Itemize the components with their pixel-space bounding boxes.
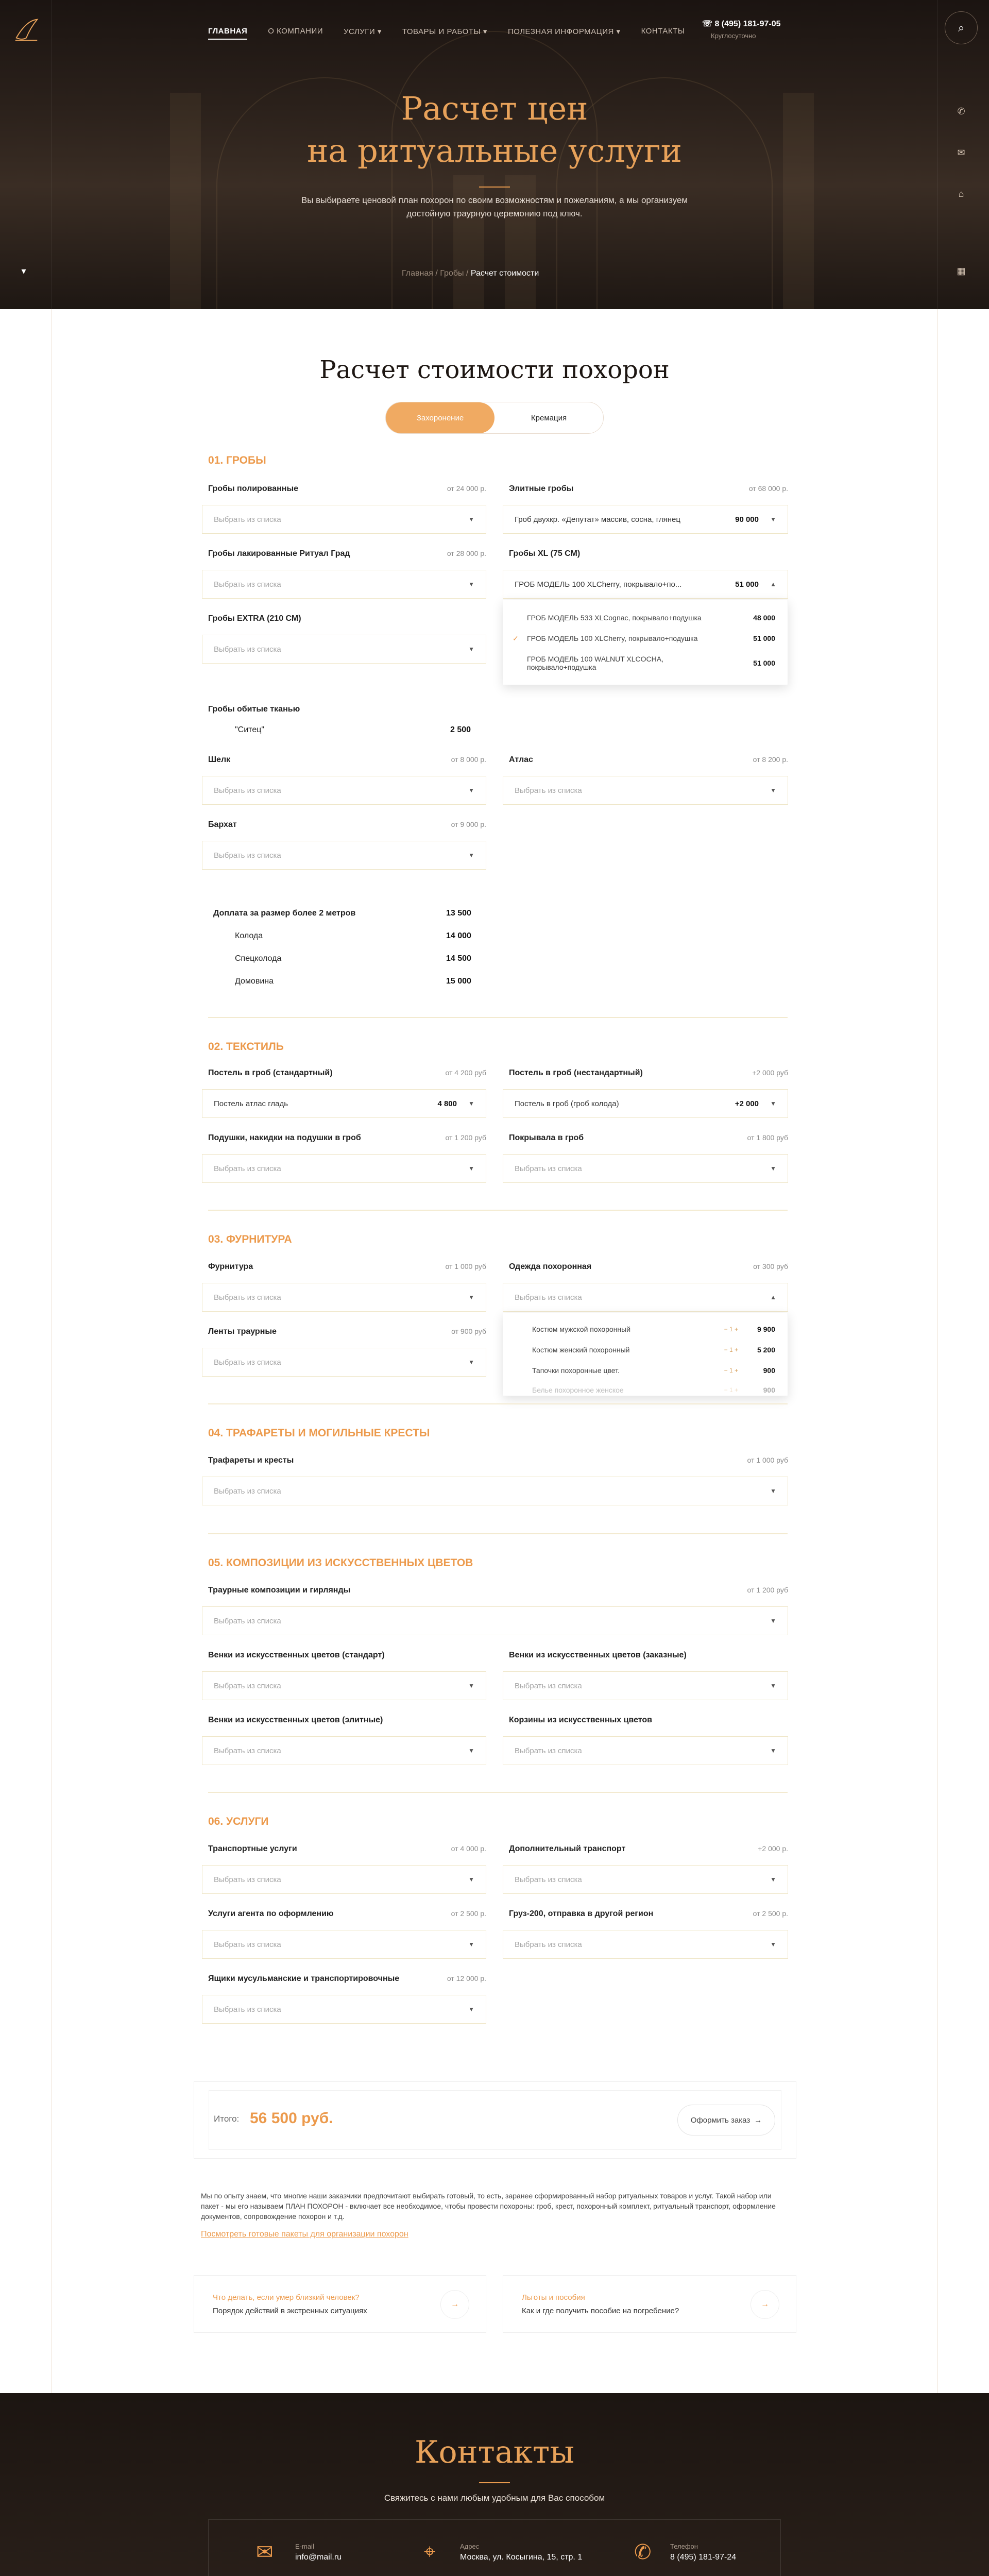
title-divider (479, 2482, 510, 2483)
location-icon: ⌖ (424, 2540, 436, 2563)
field-label: Бархат (208, 820, 237, 829)
dropdown-option[interactable]: ГРОБ МОДЕЛЬ 533 XLCognac, покрывало+подушка 48 000 (527, 614, 775, 622)
hero-subtitle: Вы выбираете ценовой план похорон по своим возможностям и пожеланиям, а мы организуем достойную траурную церемонию под ключ. (301, 195, 688, 218)
dropdown-option[interactable]: Костюм женский похоронный − 1 + 5 200 (532, 1346, 775, 1354)
select-bed-standard[interactable]: Постель атлас гладь 4 800 ▼ (202, 1089, 486, 1118)
field-price: от 8 000 р. (451, 755, 486, 764)
field-label: Корзины из искусственных цветов (509, 1716, 653, 1724)
dropdown-option[interactable]: Костюм мужской похоронный − 1 + 9 900 (532, 1325, 775, 1333)
section-coffins-heading: 01. ГРОБЫ (208, 454, 266, 466)
field-price: от 1 200 руб (445, 1133, 486, 1142)
select-pillows[interactable]: Выбрать из списка ▼ (202, 1154, 486, 1183)
nav-contacts[interactable]: КОНТАКТЫ (641, 27, 685, 36)
chevron-down-icon: ▼ (770, 516, 776, 523)
field-label: Дополнительный транспорт (509, 1844, 626, 1853)
scroll-down-icon[interactable]: ▾ (21, 265, 26, 276)
phone-icon: ✆ (634, 2541, 652, 2564)
field-price: от 24 000 р. (447, 484, 486, 493)
chevron-down-icon: ▼ (770, 787, 776, 794)
select-bed-nonstandard[interactable]: Постель в гроб (гроб колода) +2 000 ▼ (503, 1089, 788, 1118)
chevron-down-icon: ▼ (468, 646, 474, 653)
field-price: +2 000 руб (752, 1069, 788, 1077)
info-note: Мы по опыту знаем, что многие наши заказчики предпочитают выбирать готовый, то есть, заранее сформированный набор ритуальных товаров и услуг. Такой набор или пакет - мы его называем ПЛАН ПОХОРОН - включает все необходимое, чтобы провести похороны: гроб, крест, похоронный комплект, ритуальный транспорт, оформление документов, сопровождение похорон и т.д. (201, 2192, 776, 2221)
chevron-down-icon: ▼ (468, 2006, 474, 2013)
select-atlas[interactable]: Выбрать из списка ▼ (503, 776, 788, 805)
oversize-item: Домовина (235, 977, 274, 986)
nav-info[interactable]: ПОЛЕЗНАЯ ИНФОРМАЦИЯ ▾ (507, 27, 621, 36)
chevron-down-icon: ▼ (468, 1682, 474, 1689)
select-stencils[interactable]: Выбрать из списка ▼ (202, 1477, 788, 1505)
field-label: Покрывала в гроб (509, 1133, 584, 1142)
total-panel (194, 2081, 796, 2159)
mode-toggle (385, 402, 604, 434)
select-velvet[interactable]: Выбрать из списка ▼ (202, 841, 486, 870)
contacts-subtitle: Свяжитесь с нами любым удобным для Вас способом (384, 2493, 605, 2503)
field-price: от 2 500 р. (451, 1909, 486, 1918)
select-polished[interactable]: Выбрать из списка ▼ (202, 505, 486, 534)
select-wreath-standard[interactable]: Выбрать из списка ▼ (202, 1671, 486, 1700)
field-label: Шелк (208, 755, 231, 764)
arrow-right-icon: → (754, 2115, 762, 2125)
field-label: Гробы полированные (208, 484, 298, 493)
select-garlands[interactable]: Выбрать из списка ▼ (202, 1606, 788, 1635)
crumb-coffins[interactable]: Гробы (440, 269, 464, 278)
email-link[interactable]: info@mail.ru (295, 2553, 342, 2562)
oversize-item-value: 14 000 (446, 931, 471, 940)
select-wreath-custom[interactable]: Выбрать из списка ▼ (503, 1671, 788, 1700)
chevron-down-icon: ▼ (468, 787, 474, 794)
chevron-down-icon: ▼ (468, 581, 474, 588)
field-price: от 9 000 р. (451, 820, 486, 828)
chevron-down-icon: ▼ (770, 1100, 776, 1107)
field-label: Услуги агента по оформлению (208, 1909, 334, 1918)
field-label: Траурные композиции и гирлянды (208, 1586, 351, 1595)
phone-subtitle: Круглосуточно (711, 32, 756, 40)
chevron-down-icon: ▼ (468, 1941, 474, 1948)
field-price: от 8 200 р. (753, 755, 788, 764)
order-button[interactable]: Оформить заказ → (677, 2105, 775, 2136)
tab-cremation[interactable]: Кремация (531, 413, 567, 422)
select-cargo[interactable]: Выбрать из списка ▼ (503, 1930, 788, 1959)
calculator-icon[interactable]: ▦ (957, 265, 966, 276)
select-extra[interactable]: Выбрать из списка ▼ (202, 635, 486, 664)
check-icon: ✓ (513, 634, 519, 642)
field-label: Элитные гробы (509, 484, 574, 493)
basket-icon[interactable]: ⌂ (958, 188, 964, 199)
chevron-up-icon: ▲ (770, 1294, 776, 1301)
phone-icon[interactable]: ✆ (957, 106, 965, 116)
field-label: Ленты траурные (208, 1327, 277, 1336)
chevron-down-icon: ▼ (770, 1487, 776, 1495)
info-card-death[interactable]: Что делать, если умер близкий человек? Порядок действий в экстренных ситуациях → (194, 2275, 486, 2333)
divider (208, 1533, 788, 1534)
select-elite[interactable]: Гроб двухкр. «Депутат» массив, сосна, глянец 90 000 ▼ (503, 505, 788, 534)
logo-icon[interactable] (11, 15, 41, 45)
chevron-down-icon: ▼ (770, 1941, 776, 1948)
title-divider (479, 187, 510, 188)
divider (208, 1210, 788, 1211)
nav-products[interactable]: ТОВАРЫ И РАБОТЫ ▾ (402, 27, 487, 36)
chat-icon[interactable]: ✉ (957, 147, 965, 158)
field-price: от 28 000 р. (447, 549, 486, 557)
tab-burial[interactable]: Захоронение (386, 402, 494, 433)
select-xl[interactable]: ГРОБ МОДЕЛЬ 100 XLCherry, покрывало+по... 51 000 ▲ (503, 570, 788, 599)
fabric-item: "Ситец" (235, 725, 265, 734)
dropdown-option-selected[interactable]: ✓ ГРОБ МОДЕЛЬ 100 XLCherry, покрывало+подушка 51 000 (513, 634, 775, 642)
crumb-home[interactable]: Главная (402, 269, 433, 278)
mail-icon: ✉ (256, 2541, 274, 2564)
contacts-title: Контакты (415, 2434, 574, 2470)
chevron-down-icon: ▼ (468, 1165, 474, 1172)
arrow-right-icon: → (440, 2290, 469, 2319)
arrow-right-icon: → (751, 2290, 779, 2319)
field-price: +2 000 р. (758, 1844, 788, 1853)
info-card-benefits[interactable]: Льготы и пособия Как и где получить пособие на погребение? → (503, 2275, 796, 2333)
oversize-label: Доплата за размер более 2 метров (213, 909, 356, 918)
select-muslim[interactable]: Выбрать из списка ▼ (202, 1995, 486, 2024)
field-price: от 2 500 р. (753, 1909, 788, 1918)
field-label: Гробы XL (75 СМ) (509, 549, 581, 558)
packages-link[interactable]: Посмотреть готовые пакеты для организации похорон (201, 2230, 408, 2239)
quantity-stepper[interactable]: − 1 + (724, 1326, 738, 1333)
chevron-down-icon: ▼ (770, 1876, 776, 1883)
select-ribbons[interactable]: Выбрать из списка ▼ (202, 1348, 486, 1377)
chevron-down-icon: ▼ (468, 852, 474, 859)
field-label: Гробы EXTRA (210 СМ) (208, 614, 301, 623)
field-price: от 900 руб (451, 1327, 486, 1335)
contacts-section (0, 2393, 989, 2576)
page-title: Расчет цен на ритуальные услуги (307, 90, 682, 170)
chevron-down-icon: ▼ (770, 1682, 776, 1689)
dropdown-option[interactable]: Белье похоронное женское − 1 + 900 (532, 1386, 775, 1394)
xl-dropdown (503, 600, 788, 685)
chevron-down-icon: ▼ (770, 1617, 776, 1624)
section-fittings-heading: 03. ФУРНИТУРА (208, 1233, 292, 1245)
select-wreath-elite[interactable]: Выбрать из списка ▼ (202, 1736, 486, 1765)
field-label: Венки из искусственных цветов (стандарт) (208, 1651, 385, 1659)
field-price: от 68 000 р. (748, 484, 788, 493)
nav-about[interactable]: О КОМПАНИИ (268, 27, 323, 36)
calc-title: Расчет стоимости похорон (319, 355, 670, 384)
select-extra-transport[interactable]: Выбрать из списка ▼ (503, 1865, 788, 1894)
nav-home[interactable]: ГЛАВНАЯ (208, 27, 247, 40)
oversize-value: 13 500 (446, 909, 471, 918)
field-label: Ящики мусульманские и транспортировочные (208, 1974, 400, 1983)
field-label: Трафареты и кресты (208, 1456, 294, 1465)
phone-link[interactable]: 8 (495) 181-97-24 (670, 2553, 737, 2562)
field-price: от 12 000 р. (447, 1974, 486, 1982)
field-price: от 4 200 руб (445, 1069, 486, 1077)
oversize-item: Спецколода (235, 954, 282, 963)
field-price: от 300 руб (753, 1262, 788, 1270)
field-label: Подушки, накидки на подушки в гроб (208, 1133, 361, 1142)
field-label: Венки из искусственных цветов (элитные) (208, 1716, 383, 1724)
address-text: Москва, ул. Косыгина, 15, стр. 1 (460, 2553, 583, 2562)
chevron-down-icon: ▼ (468, 1100, 474, 1107)
oversize-item: Колода (235, 931, 263, 940)
select-agent[interactable]: Выбрать из списка ▼ (202, 1930, 486, 1959)
select-baskets[interactable]: Выбрать из списка ▼ (503, 1736, 788, 1765)
header-phone[interactable]: ☏ 8 (495) 181-97-05 (702, 20, 781, 28)
field-label: Гробы обитые тканью (208, 705, 300, 714)
field-label: Одежда похоронная (509, 1262, 592, 1271)
hero-header (0, 0, 989, 309)
field-label: Гробы лакированные Ритуал Град (208, 549, 350, 558)
field-label: Атлас (509, 755, 533, 764)
chevron-down-icon: ▼ (468, 1876, 474, 1883)
quantity-stepper[interactable]: − 1 + (724, 1367, 738, 1374)
dropdown-option[interactable]: Тапочки похоронные цвет. − 1 + 900 (532, 1366, 775, 1375)
chevron-up-icon: ▲ (770, 581, 776, 588)
breadcrumb: Главная / Гробы / Расчет стоимости (402, 269, 539, 278)
main-nav (208, 27, 685, 40)
oversize-item-value: 15 000 (446, 977, 471, 986)
quantity-stepper[interactable]: − 1 + (724, 1386, 738, 1394)
field-price: от 1 000 руб (747, 1456, 788, 1464)
calculator-section (0, 309, 989, 2396)
clothes-dropdown (503, 1313, 788, 1396)
select-lacquered[interactable]: Выбрать из списка ▼ (202, 570, 486, 599)
chevron-down-icon: ▼ (468, 516, 474, 523)
field-label: Фурнитура (208, 1262, 253, 1271)
field-price: от 1 000 руб (445, 1262, 486, 1270)
field-label: Постель в гроб (нестандартный) (509, 1069, 643, 1077)
total-value: 56 500 руб. (250, 2110, 333, 2127)
field-price: от 1 200 руб (747, 1586, 788, 1594)
total-label: Итого: (214, 2114, 240, 2124)
crumb-current: Расчет стоимости (470, 269, 539, 278)
oversize-item-value: 14 500 (446, 954, 471, 963)
chevron-down-icon: ▼ (770, 1165, 776, 1172)
select-silk[interactable]: Выбрать из списка ▼ (202, 776, 486, 805)
field-price: от 1 800 руб (747, 1133, 788, 1142)
field-label: Груз-200, отправка в другой регион (509, 1909, 654, 1918)
select-transport[interactable]: Выбрать из списка ▼ (202, 1865, 486, 1894)
field-price: от 4 000 р. (451, 1844, 486, 1853)
field-label: Постель в гроб (стандартный) (208, 1069, 333, 1077)
select-fittings[interactable]: Выбрать из списка ▼ (202, 1283, 486, 1312)
search-button[interactable] (945, 11, 978, 44)
chevron-down-icon: ▼ (468, 1359, 474, 1366)
chevron-down-icon: ▼ (468, 1294, 474, 1301)
section-services-heading: 06. УСЛУГИ (208, 1816, 269, 1827)
divider (208, 1403, 788, 1404)
chevron-down-icon: ▼ (770, 1747, 776, 1754)
field-label: Венки из искусственных цветов (заказные) (509, 1651, 687, 1659)
contacts-info: ✉ E-mail info@mail.ru ⌖ Адрес Москва, ул. Косыгина, 15, стр. 1 ✆ Телефон 8 (495) 181-97-24 (208, 2519, 781, 2576)
field-label: Транспортные услуги (208, 1844, 297, 1853)
section-stencils-heading: 04. ТРАФАРЕТЫ И МОГИЛЬНЫЕ КРЕСТЫ (208, 1427, 430, 1439)
quantity-stepper[interactable]: − 1 + (724, 1346, 738, 1353)
divider (208, 1792, 788, 1793)
phone-icon: ☏ (702, 20, 715, 28)
dropdown-option[interactable]: ГРОБ МОДЕЛЬ 100 WALNUT XLCOCHA, покрывало+подушка 51 000 (527, 655, 775, 671)
section-textile-heading: 02. ТЕКСТИЛЬ (208, 1041, 284, 1053)
divider (208, 1017, 788, 1018)
select-covers[interactable]: Выбрать из списка ▼ (503, 1154, 788, 1183)
nav-services[interactable]: УСЛУГИ ▾ (344, 27, 382, 36)
fabric-value: 2 500 (450, 725, 471, 734)
chevron-down-icon: ▼ (468, 1747, 474, 1754)
select-clothes[interactable]: Выбрать из списка ▲ (503, 1283, 788, 1312)
section-flowers-heading: 05. КОМПОЗИЦИИ ИЗ ИСКУССТВЕННЫХ ЦВЕТОВ (208, 1557, 473, 1569)
search-icon: ⌕ (958, 21, 965, 34)
